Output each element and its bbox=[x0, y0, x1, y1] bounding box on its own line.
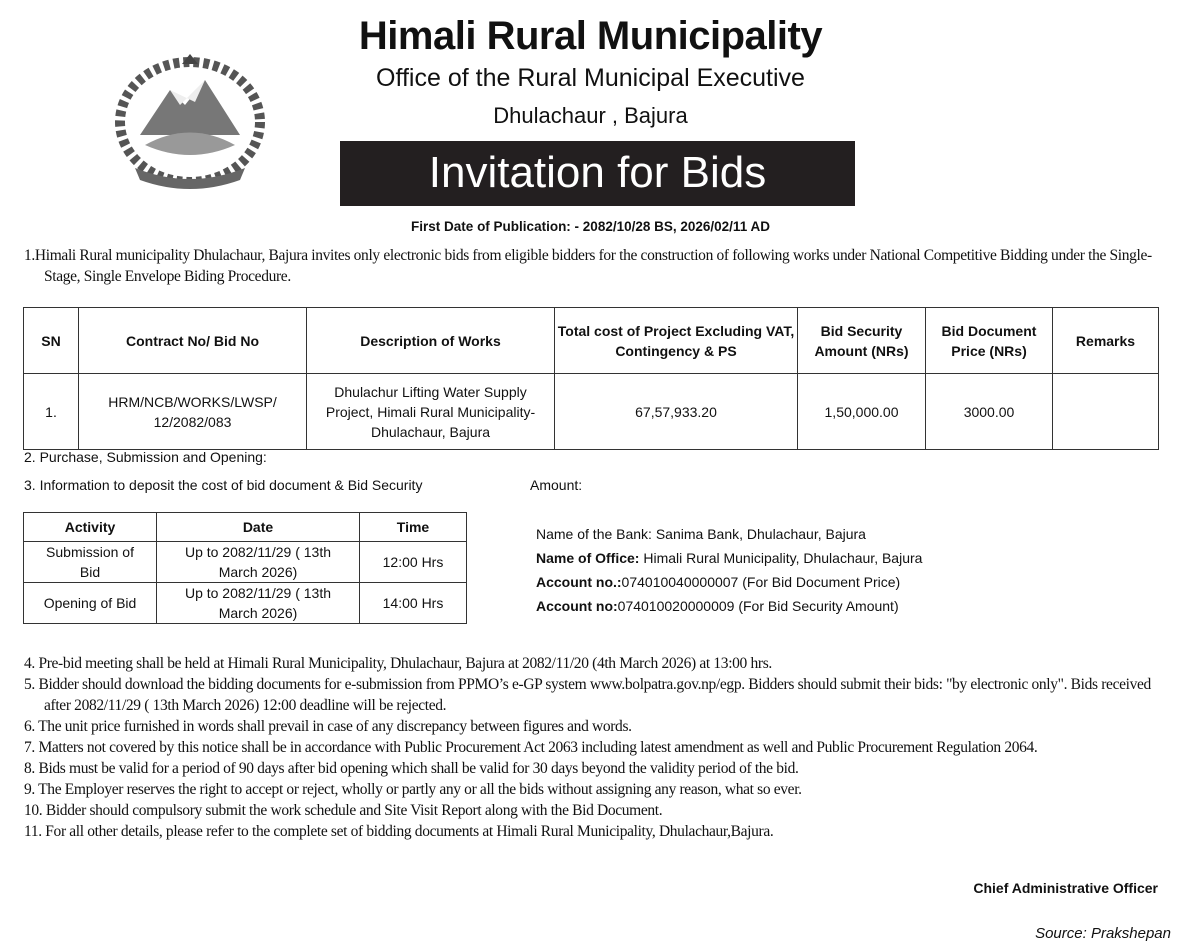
cell-time: 12:00 Hrs bbox=[360, 542, 467, 583]
account-document bbox=[536, 570, 922, 594]
table-row bbox=[24, 583, 467, 624]
account-value: 074010040000007 (For Bid Document Price) bbox=[621, 574, 901, 590]
table-header-row bbox=[24, 513, 467, 542]
col-contract-no: Contract No/ Bid No bbox=[79, 308, 307, 374]
item-2: 2. Purchase, Submission and Opening: bbox=[24, 449, 267, 465]
item-8: 8. Bids must be valid for a period of 90 days after bid opening which shall be valid for 30 days beyond the validity period of the bid. bbox=[24, 760, 799, 777]
cell-activity: Submission of Bid bbox=[24, 542, 157, 583]
municipality-title: Himali Rural Municipality bbox=[358, 14, 823, 58]
location: Dhulachaur , Bajura bbox=[493, 103, 688, 128]
conditions-list bbox=[24, 653, 1164, 842]
egp-link[interactable]: www.bolpatra.gov.np/egp bbox=[589, 676, 742, 693]
office-value: Himali Rural Municipality, Dhulachaur, Bajura bbox=[639, 550, 923, 566]
office-name bbox=[536, 546, 922, 570]
item-11: 11. For all other details, please refer to the complete set of bidding documents at Himali Rural Municipality, Dhulachaur,Bajura. bbox=[24, 823, 774, 840]
item-7: 7. Matters not covered by this notice shall be in accordance with Public Procurement Act 2063 including latest amendment as well and Public Procurement Regulation 2064. bbox=[24, 739, 1038, 756]
col-date: Date bbox=[157, 513, 360, 542]
col-remarks: Remarks bbox=[1053, 308, 1159, 374]
account-label: Account no: bbox=[536, 598, 618, 614]
account-security bbox=[536, 594, 922, 618]
bank-name: Name of the Bank: Sanima Bank, Dhulachaur, Bajura bbox=[536, 526, 866, 542]
col-time: Time bbox=[360, 513, 467, 542]
cell-activity: Opening of Bid bbox=[24, 583, 157, 624]
signatory: Chief Administrative Officer bbox=[973, 880, 1158, 896]
cell-bid-security: 1,50,000.00 bbox=[798, 374, 926, 450]
cell-sn: 1. bbox=[24, 374, 79, 450]
table-header-row bbox=[24, 308, 1159, 374]
col-description: Description of Works bbox=[307, 308, 555, 374]
item-10: 10. Bidder should compulsory submit the work schedule and Site Visit Report along with the Bid Document. bbox=[24, 802, 663, 819]
bank-details bbox=[536, 522, 922, 618]
item-6: 6. The unit price furnished in words shall prevail in case of any discrepancy between figures and words. bbox=[24, 718, 632, 735]
item-9: 9. The Employer reserves the right to accept or reject, wholly or partly any or all the bids without assigning any reason, what so ever. bbox=[24, 781, 802, 798]
item-4: 4. Pre-bid meeting shall be held at Himali Rural Municipality, Dhulachaur, Bajura at 2082/11/20 (4th March 2026) at 13:00 hrs. bbox=[24, 655, 772, 672]
works-table bbox=[23, 307, 1159, 450]
col-total-cost: Total cost of Project Excluding VAT, Contingency & PS bbox=[555, 308, 798, 374]
table-row bbox=[24, 542, 467, 583]
cell-total-cost: 67,57,933.20 bbox=[555, 374, 798, 450]
office-subtitle: Office of the Rural Municipal Executive bbox=[376, 64, 805, 92]
publication-date: First Date of Publication: - 2082/10/28 BS, 2026/02/11 AD bbox=[411, 219, 770, 234]
account-value: 074010020000009 (For Bid Security Amount) bbox=[617, 598, 899, 614]
cell-date: Up to 2082/11/29 ( 13th March 2026) bbox=[157, 583, 360, 624]
table-row bbox=[24, 374, 1159, 450]
cell-description: Dhulachur Lifting Water Supply Project, Himali Rural Municipality-Dhulachaur, Bajura bbox=[307, 374, 555, 450]
cell-document-price: 3000.00 bbox=[926, 374, 1053, 450]
source-credit: Source: Prakshepan bbox=[1035, 925, 1171, 942]
account-label: Account no.: bbox=[536, 574, 622, 590]
cell-time: 14:00 Hrs bbox=[360, 583, 467, 624]
col-bid-security: Bid Security Amount (NRs) bbox=[798, 308, 926, 374]
col-activity: Activity bbox=[24, 513, 157, 542]
col-sn: SN bbox=[24, 308, 79, 374]
col-document-price: Bid Document Price (NRs) bbox=[926, 308, 1053, 374]
notice-banner: Invitation for Bids bbox=[340, 141, 855, 206]
cell-date: Up to 2082/11/29 ( 13th March 2026) bbox=[157, 542, 360, 583]
office-label: Name of Office: bbox=[536, 550, 640, 566]
item-5-text-2: . Bidders should submit their bids: "by electronic only". Bids received after 2082/11/29 ( 13th March 2026) 12:00 deadline will be rejected. bbox=[44, 676, 1151, 714]
item-3: 3. Information to deposit the cost of bid document & Bid Security bbox=[24, 477, 423, 493]
cell-remarks bbox=[1053, 374, 1159, 450]
item-5-text: 5. Bidder should download the bidding documents for e-submission from PPMO’s e-GP system bbox=[24, 676, 590, 693]
amount-label: Amount: bbox=[530, 477, 583, 493]
item-5 bbox=[24, 674, 1164, 716]
cell-contract-no: HRM/NCB/WORKS/LWSP/ 12/2082/083 bbox=[79, 374, 307, 450]
schedule-table bbox=[23, 512, 467, 624]
intro-paragraph: 1.Himali Rural municipality Dhulachaur, Bajura invites only electronic bids from eligible bidders for the construction of following works under National Competitive Bidding under the Single-Stage, Single Envelope Biding Procedure. bbox=[24, 247, 1152, 285]
